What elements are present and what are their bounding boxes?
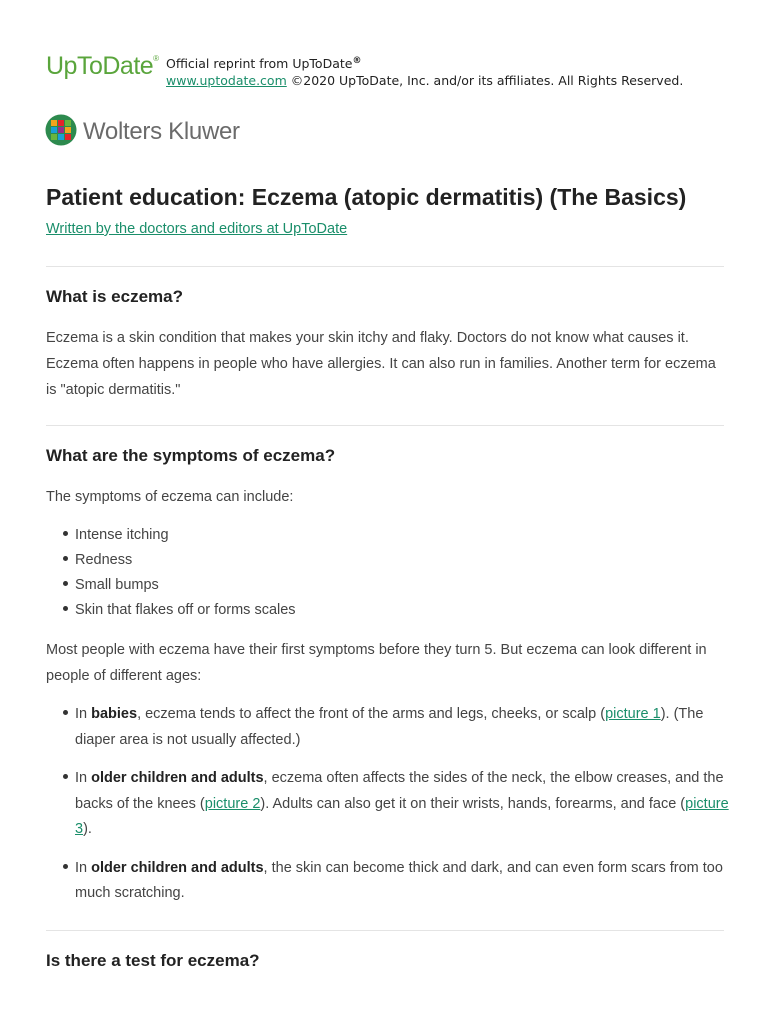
item-text: , eczema tends to affect the front of the arms and legs, cheeks, or scalp (: [137, 706, 606, 722]
section-heading-symptoms: What are the symptoms of eczema?: [46, 446, 336, 465]
list-item: Redness: [46, 548, 296, 573]
copyright-line: [166, 73, 683, 88]
reprint-text: Official reprint from UpToDate: [166, 56, 353, 71]
list-item: [46, 766, 736, 843]
section-heading-what: What is eczema?: [46, 287, 183, 306]
uptodate-logo[interactable]: [46, 52, 159, 81]
wolters-kluwer-logo-icon: [45, 114, 77, 146]
section-body-what: Eczema is a skin condition that makes your skin itchy and flaky. Doctors do not know what causes it. Eczema often happens in people who have allergies. It can also run in families. Another term for eczema is "atopic dermatitis.": [46, 330, 716, 398]
reprint-mark: ®: [352, 56, 362, 66]
picture-link[interactable]: picture 1: [605, 706, 661, 722]
list-item: [46, 856, 736, 907]
section-heading-test: Is there a test for eczema?: [46, 951, 260, 970]
reprint-notice: [166, 56, 361, 71]
item-prefix: In: [75, 770, 92, 786]
ages-intro: Most people with eczema have their first symptoms before they turn 5. But eczema can look different in people of different ages:: [46, 642, 707, 684]
list-item: Skin that flakes off or forms scales: [46, 598, 296, 623]
item-prefix: In: [75, 859, 92, 876]
item-prefix: In: [75, 706, 92, 722]
publisher-name: Wolters Kluwer: [83, 118, 240, 145]
symptom-list: [46, 523, 296, 623]
site-link[interactable]: www.uptodate.com: [166, 73, 287, 88]
uptodate-logo-text: UpToDate: [46, 52, 154, 80]
item-text: , the skin can become thick and dark, and can even form scars from too much scratching.: [75, 859, 723, 901]
item-text: , eczema often affects the sides of the neck, the elbow creases, and the backs of the knees (: [75, 770, 724, 812]
divider: [46, 425, 724, 426]
item-text: ).: [83, 821, 92, 837]
copyright-text: ©2020 UpToDate, Inc. and/or its affiliates. All Rights Reserved.: [290, 73, 684, 88]
list-item: Intense itching: [46, 523, 296, 548]
age-list: [46, 702, 736, 920]
symptoms-intro: The symptoms of eczema can include:: [46, 489, 294, 505]
list-item: [46, 702, 736, 753]
byline-link[interactable]: Written by the doctors and editors at UpToDate: [46, 221, 348, 237]
item-text: ). Adults can also get it on their wrists, hands, forearms, and face (: [260, 795, 686, 812]
divider: [46, 930, 724, 931]
divider: [46, 266, 724, 267]
picture-link[interactable]: picture 3: [75, 795, 729, 837]
age-group: babies: [91, 706, 138, 722]
picture-link[interactable]: picture 2: [204, 795, 261, 812]
item-text: ). (The diaper area is not usually affected.): [75, 706, 704, 748]
age-group: older children and adults: [91, 859, 264, 876]
list-item: Small bumps: [46, 573, 296, 598]
uptodate-logo-mark: ®: [153, 54, 159, 63]
age-group: older children and adults: [91, 770, 264, 786]
article-title: Patient education: Eczema (atopic dermatitis) (The Basics): [46, 184, 687, 210]
